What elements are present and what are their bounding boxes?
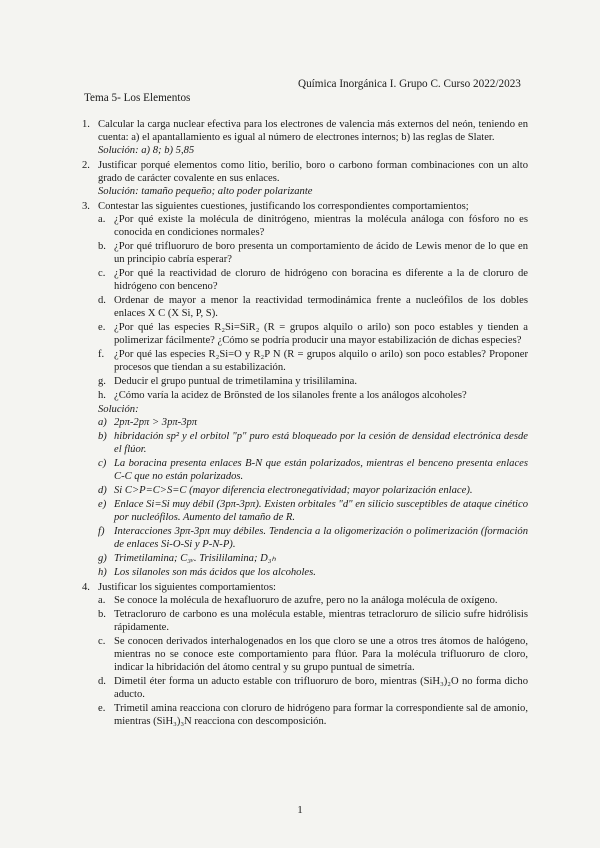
sub-letter: e.: [98, 703, 106, 714]
solution-letter: f): [98, 526, 105, 537]
question-number: 4.: [82, 582, 90, 593]
sub-letter: h.: [98, 390, 106, 401]
exercise-list: [82, 118, 528, 730]
topic-title: Tema 5- Los Elementos: [84, 92, 191, 104]
solution-h: [98, 566, 528, 579]
sub-text: Deducir el grupo puntual de trimetilamina y trisililamina.: [114, 376, 358, 387]
sub-letter: d.: [98, 295, 106, 306]
sub-question-a: [98, 213, 528, 239]
solution-b: [98, 430, 528, 456]
question-text: Calcular la carga nuclear efectiva para los electrones de valencia más externos del neón, teniendo en cuenta: a) el apantallamiento es igual al número de electrones internos; b) las reglas de Slater.: [98, 119, 528, 143]
solution-label: Solución:: [98, 404, 139, 415]
sub-letter: d.: [98, 676, 106, 687]
sub-text: Tetracloruro de carbono es una molécula estable, mientras tetracloruro de silicio sufre hidrólisis rápidamente.: [114, 609, 528, 633]
sub-text: ¿Cómo varía la acidez de Brönsted de los silanoles frente a los análogos alcoholes?: [114, 390, 467, 401]
question-number: 2.: [82, 160, 90, 171]
solution-letter: g): [98, 553, 107, 564]
solution-g: [98, 552, 528, 565]
question-number: 1.: [82, 119, 90, 130]
sub-question-c: [98, 635, 528, 674]
solution: Solución: a) 8; b) 5,85: [98, 145, 195, 156]
solution-letter: c): [98, 458, 107, 469]
sub-text: Ordenar de mayor a menor la reactividad termodinámica frente a nucleófilos de los dobles enlaces X C (X Si, P, S).: [114, 295, 528, 319]
sub-letter: c.: [98, 268, 106, 279]
question-3: [82, 200, 528, 579]
sub-letter: f.: [98, 349, 105, 360]
solution-text: La boracina presenta enlaces B-N que están polarizados, mientras el benceno presenta enlaces C-C que no están polarizados.: [114, 458, 528, 482]
sub-question-d: [98, 675, 528, 701]
sub-question-e: [98, 321, 528, 347]
sub-question-c: [98, 267, 528, 293]
page-number: 1: [297, 804, 303, 816]
solution-letter: a): [98, 417, 107, 428]
sub-text: ¿Por qué las especies R₂Si=SiR₂ (R = grupos alquilo o arilo) son poco estables y tienden a polimerizar fácilmente? ¿Cómo se podría producir una mayor estabilización de dichas especies?: [114, 322, 528, 346]
course-header: Química Inorgánica I. Grupo C. Curso 2022/2023: [298, 78, 521, 90]
sub-question-b: [98, 608, 528, 634]
sub-text: ¿Por qué la reactividad de cloruro de hidrógeno con boracina es diferente a la de cloruro de hidrógeno con benceno?: [114, 268, 528, 292]
solution-text: Si C>P=C>S=C (mayor diferencia electronegatividad; mayor polarización enlace).: [114, 485, 473, 496]
sub-question-a: [98, 594, 528, 607]
sub-question-d: [98, 294, 528, 320]
solution-f: [98, 525, 528, 551]
question-1: [82, 118, 528, 157]
sub-letter: g.: [98, 376, 106, 387]
solution-e: [98, 498, 528, 524]
sub-question-h: [98, 389, 528, 402]
solution-text: Los silanoles son más ácidos que los alcoholes.: [114, 567, 316, 578]
solution-text: hibridación sp² y el orbitol "p" puro está bloqueado por la cesión de densidad electrónica desde el flúor.: [114, 431, 528, 455]
solution-letter: b): [98, 431, 107, 442]
solution-letter: h): [98, 567, 107, 578]
sub-text: Se conocen derivados interhalogenados en los que cloro se une a otros tres átomos de halógeno, mientras no se conoce este comportamiento para flúor. Para la molécula trifluoruro de cloro, indicar la hibridación del átomo central y su grupo puntual de simetría.: [114, 636, 528, 673]
sub-letter: c.: [98, 636, 106, 647]
question-4: [82, 581, 528, 728]
solution-text: Enlace Si=Si muy débil (3pπ-3pπ). Existen orbitales "d" en silicio susceptibles de ataque cinético por nucleófilos. Aumento del tamaño de R.: [114, 499, 528, 523]
sub-text: Trimetil amina reacciona con cloruro de hidrógeno para formar la correspondiente sal de amonio, mientras (SiH₃)₃N reacciona con descomposición.: [114, 703, 528, 727]
solution: Solución: tamaño pequeño; alto poder polarizante: [98, 186, 313, 197]
sub-letter: a.: [98, 214, 106, 225]
solution-text: Interacciones 3pπ-3pπ muy débiles. Tendencia a la oligomerización o polimerización (formación de enlaces Si-O-Si y P-N-P).: [114, 526, 528, 550]
question-text: Justificar los siguientes comportamientos:: [98, 582, 277, 593]
question-text: Contestar las siguientes cuestiones, justificando los correspondientes comportamientos;: [98, 201, 469, 212]
question-number: 3.: [82, 201, 90, 212]
sub-text: ¿Por qué existe la molécula de dinitrógeno, mientras la molécula análoga con fósforo no es conocida en condiciones normales?: [114, 214, 528, 238]
solution-letter: d): [98, 485, 107, 496]
sub-text: Dimetil éter forma un aducto estable con trifluoruro de boro, mientras (SiH₃)₂O no forma dicho aducto.: [114, 676, 528, 700]
sub-question-e: [98, 702, 528, 728]
solution-text: 2pπ-2pπ > 3pπ-3pπ: [114, 417, 198, 428]
sub-letter: b.: [98, 241, 106, 252]
question-text: Justificar porqué elementos como litio, berilio, boro o carbono forman combinaciones con un alto grado de carácter covalente en sus enlaces.: [98, 160, 528, 184]
sub-question-f: [98, 348, 528, 374]
sub-text: ¿Por qué las especies R₂Si=O y R₂P N (R = grupos alquilo o arilo) son poco estables? Proponer procesos que tiendan a su estabilización.: [114, 349, 528, 373]
solution-c: [98, 457, 528, 483]
solution-text: Trimetilamina; C₃ᵥ. Trisililamina; D₃ₕ: [114, 553, 276, 564]
sub-letter: b.: [98, 609, 106, 620]
sub-text: Se conoce la molécula de hexafluoruro de azufre, pero no la análoga molécula de oxígeno.: [114, 595, 498, 606]
question-2: [82, 159, 528, 198]
solution-d: [98, 484, 528, 497]
sub-question-g: [98, 375, 528, 388]
sub-text: ¿Por qué trifluoruro de boro presenta un comportamiento de ácido de Lewis menor de lo que en un principio cabría esperar?: [114, 241, 528, 265]
solution-letter: e): [98, 499, 107, 510]
sub-letter: a.: [98, 595, 106, 606]
solution-a: [98, 416, 528, 429]
sub-question-b: [98, 240, 528, 266]
sub-letter: e.: [98, 322, 106, 333]
